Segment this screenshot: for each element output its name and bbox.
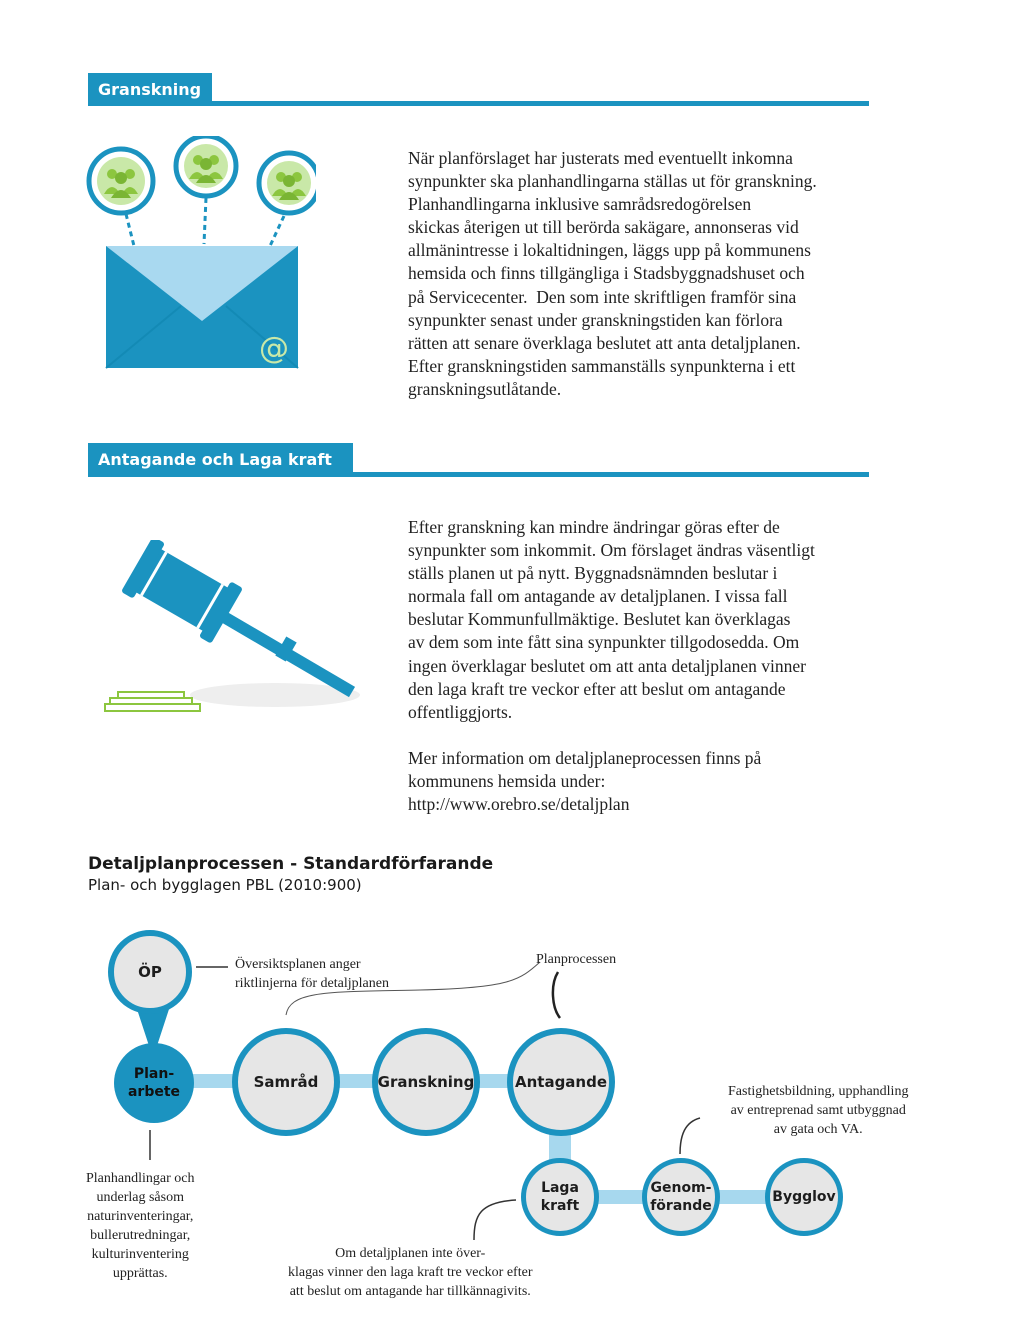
envelope-icon (86, 136, 316, 376)
node-planarbete-label: Plan- arbete (127, 1066, 181, 1100)
people-icon (89, 149, 153, 213)
granskning-body-text: När planförslaget har justerats med eventuellt inkomna synpunkter ska planhandlingarna ställas ut för granskning. Planhandlingarna inklusive samrådsredogörelsen skickas återigen ut till berörda sakägare, annonseras vid allmänintresse i lokaltidningen, läggs upp på kommunens hemsida och finns tillgängliga i Stadsbyggnadshuset och på Servicecenter. Den som inte skriftligen framför sina synpunkter senast under granskningstiden kan förlora rätten att senare överklaga beslutet att anta detaljplanen. Efter granskningstiden sammanställs synpunkterna i ett granskningsutlåtande. (408, 148, 817, 399)
node-laga-kraft-label: Laga kraft (540, 1180, 580, 1214)
note-op: Översiktsplanen anger riktlinjerna för detaljplanen (235, 957, 389, 991)
antagande-body-text: Efter granskning kan mindre ändringar göras efter de synpunkter som inkommit. Om förslaget ändras väsentligt ställs planen ut på nytt. Byggnadsnämnden beslutar i normala fall om antagande av detaljplanen. I vissa fall beslutar Kommunfullmäktige. Beslutet kan överklagas av dem som inte fått sina synpunkter tillgodosedda. Om ingen överklagar beslutet om att anta detaljplanen vinner den laga kraft tre veckor efter att beslut om antagande offentliggjorts. (408, 517, 815, 722)
svg-text:@: @ (259, 331, 289, 366)
note-planprocessen: Planprocessen (536, 952, 617, 967)
section-rule-granskning (88, 101, 869, 106)
node-samrad-label: Samråd (253, 1073, 319, 1091)
section-heading-antagande: Antagande och Laga kraft (88, 443, 353, 476)
node-genomforande-label: Genom- förande (650, 1180, 712, 1214)
people-icon (259, 153, 316, 213)
diagram-subtitle: Plan- och bygglagen PBL (2010:900) (88, 876, 362, 894)
diagram-title: Detaljplanprocessen - Standardförfarande (88, 854, 494, 874)
section-rule-antagande (88, 472, 869, 477)
section-heading-granskning: Granskning (88, 73, 212, 106)
node-granskning-label: Granskning (377, 1073, 475, 1091)
people-icon (176, 136, 236, 196)
note-fastighet: Fastighetsbildning, upphandling av entreprenad samt utbyggnad av gata och VA. (728, 1084, 909, 1137)
node-antagande-label: Antagande (514, 1073, 608, 1091)
note-laga-kraft: Om detaljplanen inte över- klagas vinner den laga kraft tre veckor efter att beslut om antagande har tillkännagivits. (288, 1246, 533, 1299)
gavel-icon (100, 540, 365, 720)
more-info-text: Mer information om detaljplaneprocessen finns på kommunens hemsida under: http://www.orebro.se/detaljplan (408, 748, 762, 815)
node-bygglov-label: Bygglov (772, 1189, 836, 1205)
note-planhandlingar: Planhandlingar och underlag såsom naturinventeringar, bullerutredningar, kulturinventering upprättas. (86, 1171, 195, 1281)
node-op-label: ÖP (138, 963, 162, 981)
